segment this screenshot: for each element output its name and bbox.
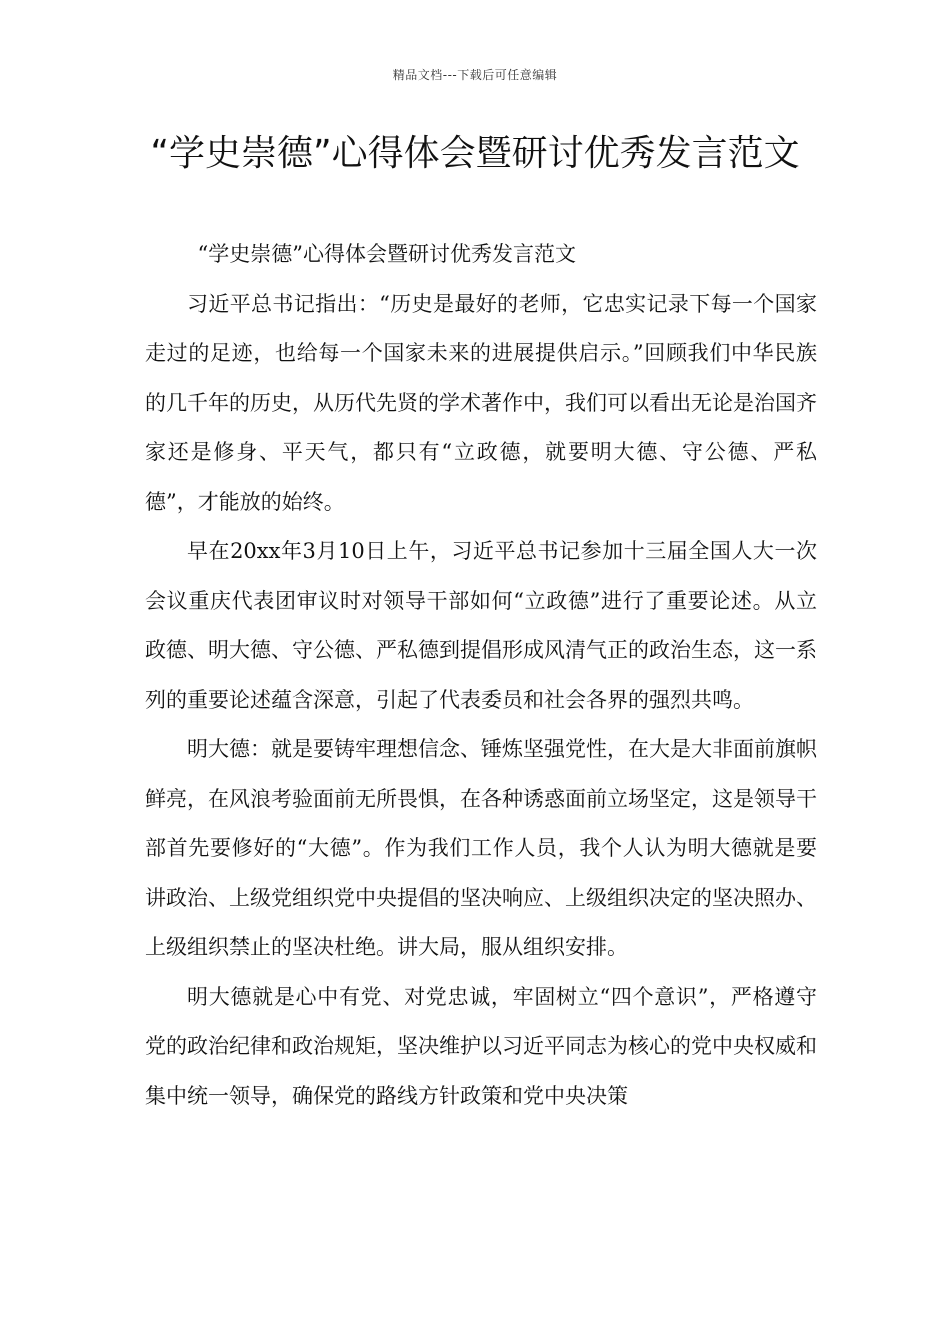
body-paragraph-3: 明大德：就是要铸牢理想信念、锤炼坚强党性，在大是大非面前旗帜鲜亮，在风浪考验面前无所畏惧，在各种诱惑面前立场坚定，这是领导干部首先要修好的“大德”。作为我们工作人员，我个人认为明大德就是要讲政治、上级党组织党中央提倡的坚决响应、上级组织决定的坚决照办、上级组织禁止的坚决杜绝。讲大局，服从组织安排。 — [145, 737, 817, 959]
body-paragraph-1: 习近平总书记指出：“历史是最好的老师，它忠实记录下每一个国家走过的足迹，也给每一个国家未来的进展提供启示。”回顾我们中华民族的几千年的历史，从历代先贤的学术著作中，我们可以看出无论是治国齐家还是修身、平天气，都只有“立政德，就要明大德、守公德、严私德”，才能放的始终。 — [145, 291, 817, 514]
document-title: “学史崇德”心得体会暨研讨优秀发言范文 — [150, 133, 800, 174]
body-paragraph-4: 明大德就是心中有党、对党忠诚，牢固树立“四个意识”，严格遵守党的政治纪律和政治规矩，坚决维护以习近平同志为核心的党中央权威和集中统一领导，确保党的路线方针政策和党中央决策 — [145, 984, 817, 1108]
header-note: 精品文档---下载后可任意编辑 — [392, 68, 558, 82]
body-paragraph-2: 早在20xx年3月10日上午，习近平总书记参加十三届全国人大一次会议重庆代表团审议时对领导干部如何“立政德”进行了重要论述。从立政德、明大德、守公德、严私德到提倡形成风清气正的政治生态，这一系列的重要论述蕴含深意，引起了代表委员和社会各界的强烈共鸣。 — [145, 539, 817, 712]
document-subtitle: “学史崇德”心得体会暨研讨优秀发言范文 — [197, 242, 576, 266]
document-body — [145, 230, 817, 1121]
